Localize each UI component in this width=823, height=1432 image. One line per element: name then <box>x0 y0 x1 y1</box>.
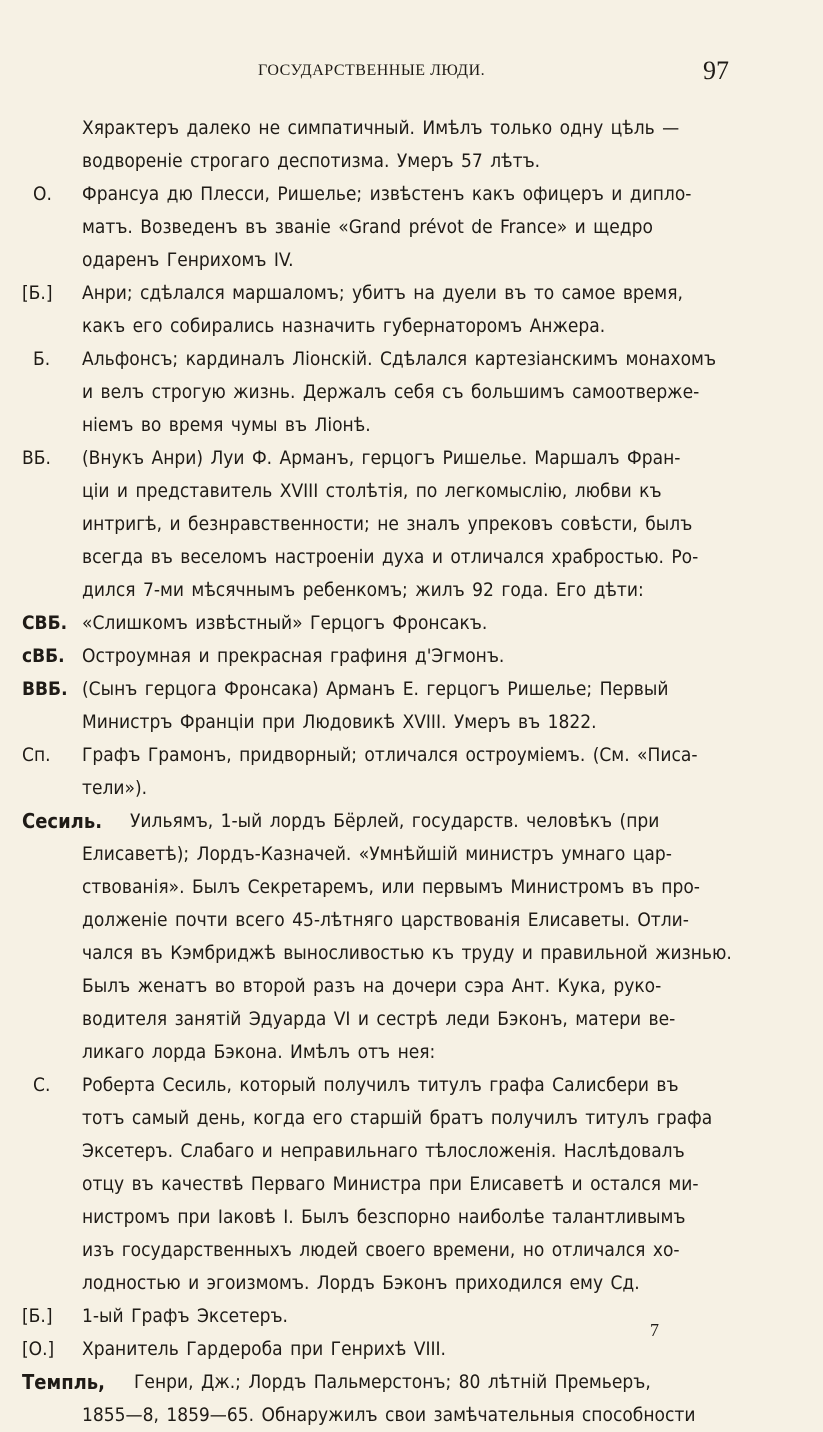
entry-text <box>82 607 823 640</box>
text-line: 1-ый Графъ Эксетеръ. <box>82 1305 288 1327</box>
entry <box>0 1300 823 1333</box>
text-line: водвореніе строгаго деспотизма. Умеръ 57 лѣтъ. <box>82 150 541 172</box>
entry <box>0 640 823 673</box>
entry-text <box>82 343 728 442</box>
text-line: Елисаветѣ); Лордъ-Казначей. «Умнѣйшій министръ умнаго цар- <box>82 843 672 865</box>
entry <box>0 277 823 343</box>
text-line: (Сынъ герцога Фронсака) Арманъ Е. герцогъ Ришелье; Первый <box>82 678 669 700</box>
text-line: Уильямъ, 1-ый лордъ Бёрлей, государств. человѣкъ (при <box>130 810 660 832</box>
running-title: ГОСУДАРСТВЕННЫЕ ЛЮДИ. <box>258 62 486 79</box>
entry-label: ВБ. <box>22 447 51 469</box>
text-line: Генри, Дж.; Лордъ Пальмерстонъ; 80 лѣтній Премьеръ, <box>134 1371 651 1393</box>
entry-text <box>82 277 728 343</box>
entry <box>0 343 823 442</box>
entry-text <box>82 1300 728 1333</box>
text-line: лодностью и эгоизмомъ. Лордъ Бэконъ приходился ему Сд. <box>82 1272 640 1294</box>
text-line: всегда въ веселомъ настроеніи духа и отличался храбростью. Ро- <box>82 546 699 568</box>
text-line: ликаго лорда Бэкона. Имѣлъ отъ нея: <box>82 1041 436 1063</box>
text-line: Хярактеръ далеко не симпатичный. Имѣлъ только одну цѣль — <box>82 117 680 139</box>
text-line: отцу въ качествѣ Перваго Министра при Елисаветѣ и остался ми- <box>82 1173 699 1195</box>
text-line: ствованія». Былъ Секретаремъ, или первымъ Министромъ въ про- <box>82 876 700 898</box>
entry <box>0 178 823 277</box>
text-line: матъ. Возведенъ въ званіе «Grand prévot de France» и щедро <box>82 216 653 238</box>
entry-label: Сп. <box>22 744 51 766</box>
text-line: интригѣ, и безнравственности; не зналъ упрековъ совѣсти, былъ <box>82 513 693 535</box>
entry-text <box>82 442 728 607</box>
text-line: Альфонсъ; кардиналъ Ліонскій. Сдѣлался картезіанскимъ монахомъ <box>82 348 717 370</box>
text-line: Хранитель Гардероба при Генрихѣ VIII. <box>82 1338 446 1360</box>
text-line: и велъ строгую жизнь. Держалъ себя съ большимъ самоотверже- <box>82 381 700 403</box>
text-line: Эксетеръ. Слабаго и неправильнаго тѣлосложенія. Наслѣдовалъ <box>82 1140 685 1162</box>
text-line: чался въ Кэмбриджѣ выносливостью къ труду и правильной жизнью. <box>82 942 732 964</box>
entry <box>0 607 823 640</box>
entries-list <box>0 112 823 1432</box>
entry-text <box>82 640 823 673</box>
entry-label: [О.] <box>22 1338 55 1360</box>
entry-label: С. <box>33 1074 51 1096</box>
entry-text <box>82 1366 823 1432</box>
entry <box>0 1366 823 1432</box>
text-line: Остроумная и прекрасная графиня д'Эгмонъ. <box>82 645 505 667</box>
entry <box>0 739 823 805</box>
entry-text <box>82 739 728 805</box>
entry-label: Б. <box>33 348 51 370</box>
text-line: ціи и представитель XVIII столѣтія, по легкомыслію, любви къ <box>82 480 662 502</box>
text-line: тели»). <box>82 777 148 799</box>
text-line: «Слишкомъ извѣстный» Герцогъ Фронсакъ. <box>82 612 488 634</box>
entry-text <box>82 1069 728 1300</box>
text-line: тотъ самый день, когда его старшій братъ получилъ титулъ графа <box>82 1107 713 1129</box>
entry-text <box>82 112 728 178</box>
entry-label: Темпль, <box>22 1370 106 1394</box>
text-line: 1855—8, 1859—65. Обнаружилъ свои замѣчательныя способности <box>82 1404 696 1426</box>
text-line: Министръ Франціи при Людовикѣ XVIII. Умеръ въ 1822. <box>82 711 597 733</box>
entry-label: [Б.] <box>22 282 53 304</box>
signature-mark: 7 <box>650 1320 659 1340</box>
entry-label: сВБ. <box>22 645 65 667</box>
entry-label: [Б.] <box>22 1305 53 1327</box>
entry-text <box>82 178 728 277</box>
text-line: Былъ женатъ во второй разъ на дочери сэра Ант. Кука, руко- <box>82 975 662 997</box>
page-number: 97 <box>703 56 729 85</box>
text-line: ніемъ во время чумы въ Ліонѣ. <box>82 414 371 436</box>
entry-label: О. <box>33 183 52 205</box>
text-line: нистромъ при Іаковѣ I. Былъ безспорно наиболѣе талантливымъ <box>82 1206 686 1228</box>
text-line: водителя занятій Эдуарда VI и сестрѣ леди Бэконъ, матери ве- <box>82 1008 676 1030</box>
entry <box>0 112 823 178</box>
text-line: (Внукъ Анри) Луи Ф. Арманъ, герцогъ Ришелье. Маршалъ Фран- <box>82 447 681 469</box>
text-line: Анри; сдѣлался маршаломъ; убитъ на дуели въ то самое время, <box>82 282 683 304</box>
entry-text <box>82 805 823 1069</box>
text-line: изъ государственныхъ людей своего времени, но отличался хо- <box>82 1239 680 1261</box>
text-line: долженіе почти всего 45-лѣтняго царствованія Елисаветы. Отли- <box>82 909 689 931</box>
entry-label: ВВБ. <box>22 678 68 700</box>
entry-label: СВБ. <box>22 612 68 634</box>
text-line: Роберта Сесиль, который получилъ титулъ графа Салисбери въ <box>82 1074 679 1096</box>
entry <box>0 673 823 739</box>
text-line: Франсуа дю Плесси, Ришелье; извѣстенъ какъ офицеръ и дипло- <box>82 183 692 205</box>
text-line: какъ его собирались назначить губернаторомъ Анжера. <box>82 315 606 337</box>
page-header <box>0 58 823 90</box>
text-line: Графъ Грамонъ, придворный; отличался остроуміемъ. (См. «Писа- <box>82 744 698 766</box>
text-line: дился 7-ми мѣсячнымъ ребенкомъ; жилъ 92 года. Его дѣти: <box>82 579 644 601</box>
entry <box>0 805 823 1069</box>
entry-text <box>82 673 823 739</box>
entry <box>0 1069 823 1300</box>
text-line: одаренъ Генрихомъ IV. <box>82 249 294 271</box>
entry-label: Сесиль. <box>22 809 103 833</box>
entry <box>0 442 823 607</box>
